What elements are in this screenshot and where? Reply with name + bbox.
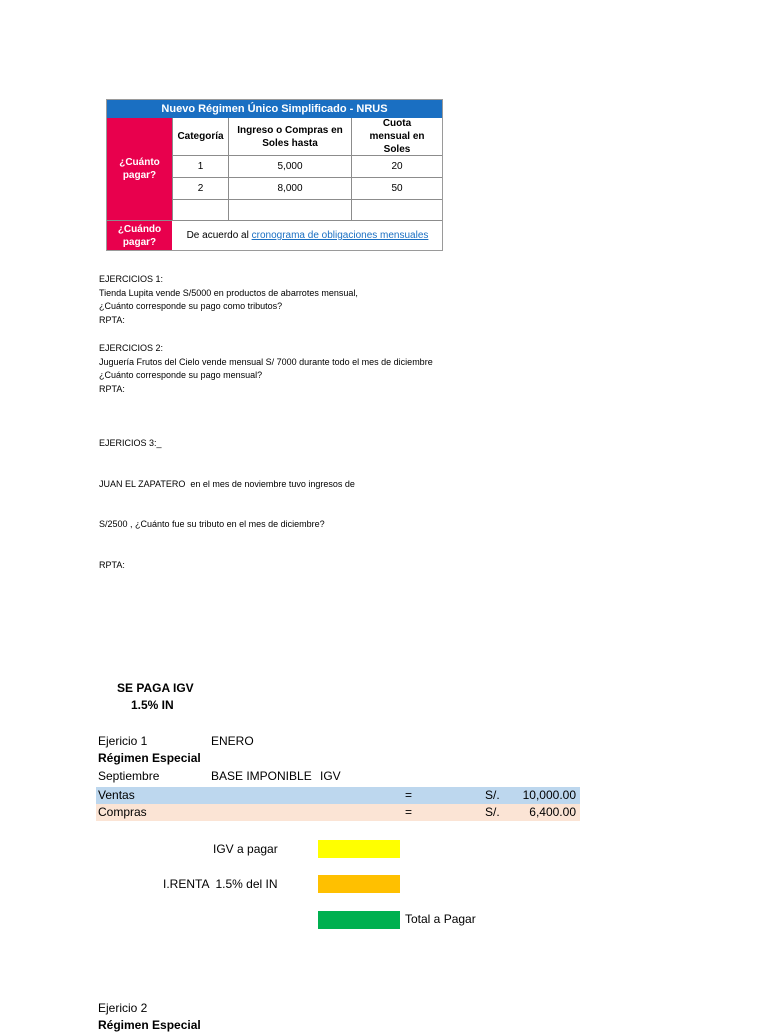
compras-equals: = [405,805,413,819]
renta-label: I.RENTA 1.5% del IN [163,877,278,891]
exercise-1 [99,273,358,327]
total-a-pagar-label: Total a Pagar [405,912,476,926]
cuanto-pagar-label [107,118,172,220]
ventas-amount: 10,000.00 [522,788,576,802]
exercise-line: EJERCICIOS 1: [99,274,164,284]
nrus-title: Nuevo Régimen Único Simplificado - NRUS [107,100,442,118]
ejercicio-1-label: Ejericio 1 [98,734,148,748]
row1-cuota: 20 [391,161,403,172]
exercise-line: JUAN EL ZAPATERO en el mes de noviembre tuvo ingresos de [99,478,355,489]
exercise-line: RPTA: [99,383,125,394]
igv-a-pagar-label: IGV a pagar [213,842,278,856]
igv-a-pagar-cell[interactable] [318,840,400,858]
renta-cell[interactable] [318,875,400,893]
row2-ingreso: 8,000 [277,183,303,194]
row2-categoria: 2 [197,183,204,194]
exercise-2 [99,342,433,396]
month-label: ENERO [211,734,254,748]
igv-rate-heading: 1.5% IN [131,698,174,712]
total-cell[interactable] [318,911,400,929]
exercise-line: EJERCICIOS 2: [99,343,164,353]
igv-heading: SE PAGA IGV [117,681,194,695]
cuando-pagar-text: ¿Cuándo pagar? [117,223,162,248]
header-cuota: Cuota mensual en Soles [369,118,425,155]
exercise-line: S/2500 , ¿Cuánto fue su tributo en el mes de diciembre? [99,519,325,529]
exercise-3 [99,410,355,586]
compras-amount: 6,400.00 [529,805,576,819]
ventas-label: Ventas [98,788,135,802]
septiembre-label: Septiembre [98,769,160,783]
exercise-line: EJERICIOS 3:_ [99,438,162,448]
grid-line [172,199,442,200]
compras-label: Compras [98,805,147,819]
regimen-label: Régimen Especial [98,751,201,765]
exercise-line: Tienda Lupita vende S/5000 en productos de abarrotes mensual, [99,287,358,298]
cuando-pagar-label [107,221,172,250]
exercise-line: ¿Cuánto corresponde su pago como tributos? [99,301,283,311]
compras-currency: S/. [485,805,500,819]
cuanto-pagar-text: ¿Cuánto pagar? [119,157,160,181]
exercise-line: ¿Cuánto corresponde su pago mensual? [99,370,263,380]
exercise-line: RPTA: [99,314,125,325]
exercise-line: Juguería Frutos del Cielo vende mensual S/ 7000 durante todo el mes de diciembre [99,356,433,367]
base-imponible-label: BASE IMPONIBLE [211,769,312,783]
row1-ingreso: 5,000 [277,161,303,172]
ejercicio-2-label: Ejericio 2 [98,1001,148,1015]
header-categoria: Categoría [177,131,224,142]
compras-row [96,804,580,821]
regimen-2-label: Régimen Especial [98,1018,201,1032]
igv-column-label: IGV [320,769,341,783]
nrus-table [106,99,443,251]
ventas-row [96,787,580,804]
row2-cuota: 50 [391,183,403,194]
cuando-prefix: De acuerdo al [186,230,252,241]
cronograma-link[interactable]: cronograma de obligaciones mensuales [251,230,429,241]
exercise-line: RPTA: [99,559,125,570]
ventas-currency: S/. [485,788,500,802]
row1-categoria: 1 [197,161,204,172]
cuando-text-cell [173,221,442,250]
header-ingreso: Ingreso o Compras en Soles hasta [237,124,343,149]
ventas-equals: = [405,788,413,802]
